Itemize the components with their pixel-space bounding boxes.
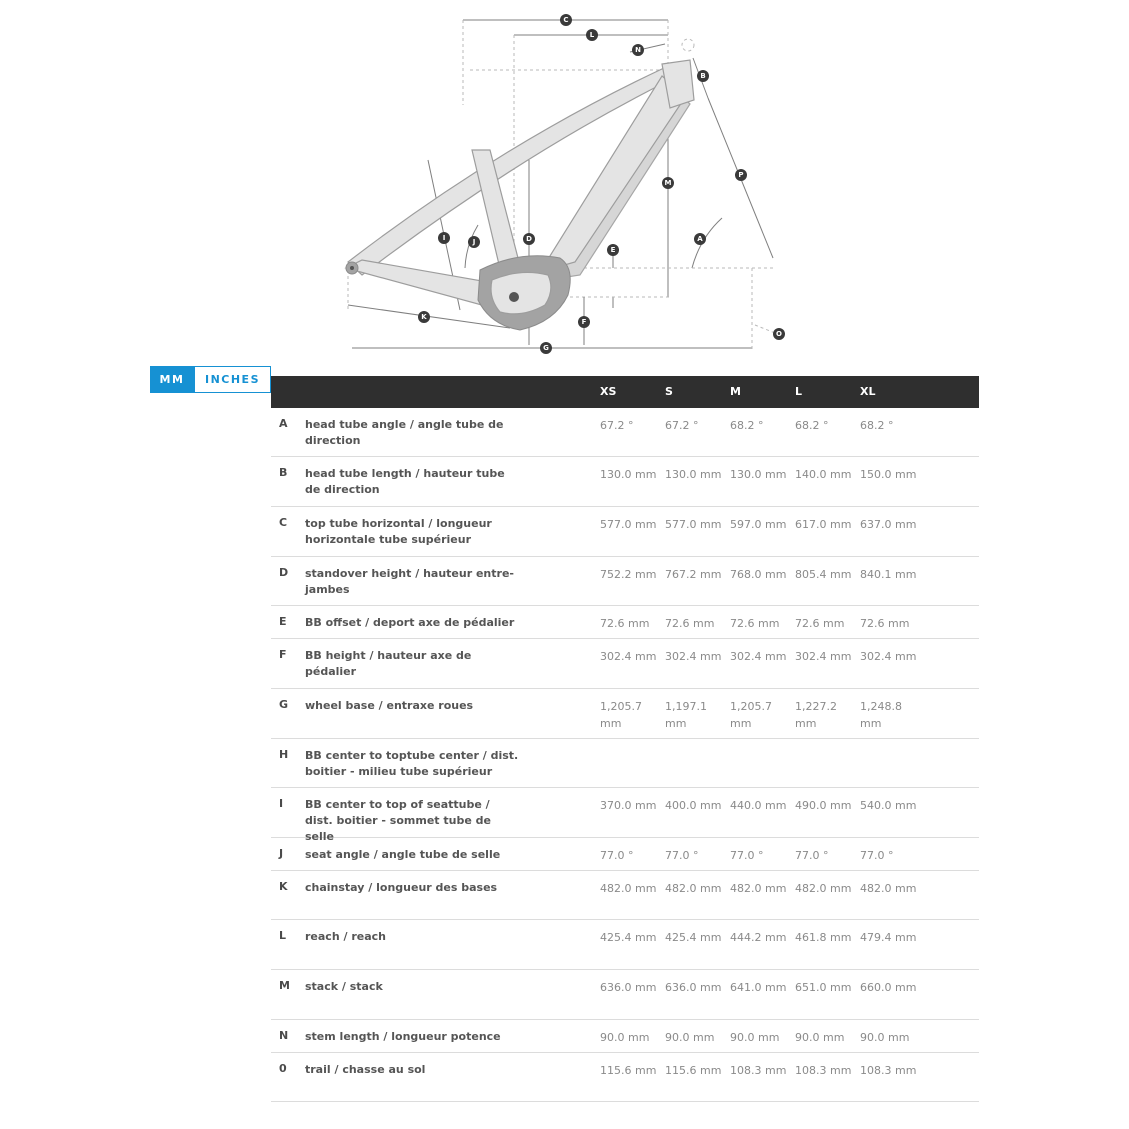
marker-i xyxy=(438,232,450,244)
value-cell-m: 90.0 mm xyxy=(730,1031,780,1044)
value-cell-s: 767.2 mm xyxy=(665,568,722,581)
svg-text:F: F xyxy=(581,318,587,326)
value-cell-m: 77.0 ° xyxy=(730,849,764,862)
table-row xyxy=(271,408,979,457)
marker-n xyxy=(632,44,644,56)
value-cell-xs: 482.0 mm xyxy=(600,882,657,895)
value-cell-xs: 636.0 mm xyxy=(600,981,657,994)
value-cell-l: 90.0 mm xyxy=(795,1031,845,1044)
size-header-s: S xyxy=(665,385,673,398)
value-cell-l: 302.4 mm xyxy=(795,650,852,663)
row-letter: I xyxy=(279,797,284,810)
value-cell-xs: 67.2 ° xyxy=(600,419,634,432)
svg-text:E: E xyxy=(610,246,616,254)
bike-frame xyxy=(346,60,694,330)
value-cell-xs: 115.6 mm xyxy=(600,1064,657,1077)
table-row xyxy=(271,557,979,606)
value-cell-s: 425.4 mm xyxy=(665,931,722,944)
value-cell-l: 77.0 ° xyxy=(795,849,829,862)
value-cell-s: 302.4 mm xyxy=(665,650,722,663)
value-cell-xl: 77.0 ° xyxy=(860,849,894,862)
row-letter: J xyxy=(279,847,284,860)
table-row xyxy=(271,1020,979,1053)
marker-m xyxy=(662,177,674,189)
row-letter: C xyxy=(279,516,288,529)
value-cell-xl: 72.6 mm xyxy=(860,617,910,630)
value-cell-xs: 577.0 mm xyxy=(600,518,657,531)
row-letter: F xyxy=(279,648,287,661)
value-cell-l: 617.0 mm xyxy=(795,518,852,531)
value-cell-m: 641.0 mm xyxy=(730,981,787,994)
row-label: BB height / hauteur axe de pédalier xyxy=(305,649,472,678)
row-letter: B xyxy=(279,466,288,479)
value-cell-l: 68.2 ° xyxy=(795,419,829,432)
table-row xyxy=(271,838,979,871)
marker-f xyxy=(578,316,590,328)
table-row xyxy=(271,606,979,639)
value-cell-xl: 68.2 ° xyxy=(860,419,894,432)
value-cell-xs: 90.0 mm xyxy=(600,1031,650,1044)
value-cell-xs: 72.6 mm xyxy=(600,617,650,630)
table-row xyxy=(271,970,979,1020)
value-cell-xs: 302.4 mm xyxy=(600,650,657,663)
marker-c xyxy=(560,14,572,26)
row-label: stem length / longueur potence xyxy=(305,1030,501,1043)
size-header-m: M xyxy=(730,385,741,398)
svg-text:D: D xyxy=(526,235,532,243)
row-letter: A xyxy=(279,417,288,430)
row-letter: M xyxy=(279,979,290,992)
table-body xyxy=(271,408,979,1102)
row-label: head tube angle / angle tube de direction xyxy=(305,418,504,447)
value-cell-xl: 302.4 mm xyxy=(860,650,917,663)
marker-k xyxy=(418,311,430,323)
value-cell-m: 72.6 mm xyxy=(730,617,780,630)
value-cell-xs: 370.0 mm xyxy=(600,799,657,812)
row-letter: E xyxy=(279,615,287,628)
value-cell-xs: 130.0 mm xyxy=(600,468,657,481)
row-label: BB center to toptube center / dist. boitier - milieu tube supérieur xyxy=(305,749,519,778)
value-cell-xl: 90.0 mm xyxy=(860,1031,910,1044)
marker-b xyxy=(697,70,709,82)
value-cell-xs: 425.4 mm xyxy=(600,931,657,944)
value-cell-xl: 479.4 mm xyxy=(860,931,917,944)
row-label: stack / stack xyxy=(305,980,383,993)
value-cell-l: 72.6 mm xyxy=(795,617,845,630)
svg-text:I: I xyxy=(442,234,446,242)
value-cell-m: 68.2 ° xyxy=(730,419,764,432)
value-cell-s: 67.2 ° xyxy=(665,419,699,432)
table-row xyxy=(271,639,979,689)
value-cell-s: 1,197.1 mm xyxy=(665,700,707,730)
unit-toggle xyxy=(150,366,271,393)
svg-text:A: A xyxy=(697,235,703,243)
value-cell-m: 1,205.7 mm xyxy=(730,700,772,730)
svg-text:K: K xyxy=(421,313,427,321)
value-cell-m: 597.0 mm xyxy=(730,518,787,531)
svg-text:J: J xyxy=(472,238,476,246)
value-cell-s: 90.0 mm xyxy=(665,1031,715,1044)
value-cell-xl: 840.1 mm xyxy=(860,568,917,581)
row-label: BB offset / deport axe de pédalier xyxy=(305,616,515,629)
unit-inches-button[interactable]: INCHES xyxy=(194,366,271,393)
value-cell-xl: 637.0 mm xyxy=(860,518,917,531)
svg-text:C: C xyxy=(563,16,569,24)
value-cell-l: 490.0 mm xyxy=(795,799,852,812)
value-cell-s: 577.0 mm xyxy=(665,518,722,531)
value-cell-s: 636.0 mm xyxy=(665,981,722,994)
value-cell-xl: 660.0 mm xyxy=(860,981,917,994)
value-cell-xl: 108.3 mm xyxy=(860,1064,917,1077)
row-letter: D xyxy=(279,566,289,579)
table-row xyxy=(271,1053,979,1102)
row-label: seat angle / angle tube de selle xyxy=(305,848,501,861)
value-cell-l: 805.4 mm xyxy=(795,568,852,581)
value-cell-m: 130.0 mm xyxy=(730,468,787,481)
marker-l xyxy=(586,29,598,41)
marker-o xyxy=(773,328,785,340)
value-cell-xl: 150.0 mm xyxy=(860,468,917,481)
row-label: head tube length / hauteur tube de direction xyxy=(305,467,505,496)
row-letter: G xyxy=(279,698,289,711)
value-cell-s: 115.6 mm xyxy=(665,1064,722,1077)
table-row xyxy=(271,689,979,739)
svg-text:P: P xyxy=(738,171,744,179)
unit-mm-button[interactable]: MM xyxy=(150,366,194,393)
value-cell-l: 461.8 mm xyxy=(795,931,852,944)
size-header-l: L xyxy=(795,385,803,398)
value-cell-xl: 1,248.8 mm xyxy=(860,700,902,730)
table-row xyxy=(271,507,979,557)
svg-text:N: N xyxy=(635,46,641,54)
value-cell-xl: 482.0 mm xyxy=(860,882,917,895)
value-cell-s: 482.0 mm xyxy=(665,882,722,895)
value-cell-l: 482.0 mm xyxy=(795,882,852,895)
svg-text:O: O xyxy=(776,330,782,338)
row-label: trail / chasse au sol xyxy=(305,1063,426,1076)
value-cell-xs: 77.0 ° xyxy=(600,849,634,862)
table-row xyxy=(271,788,979,843)
svg-text:B: B xyxy=(700,72,706,80)
table-row xyxy=(271,871,979,920)
value-cell-m: 108.3 mm xyxy=(730,1064,787,1077)
svg-text:M: M xyxy=(664,179,672,187)
value-cell-m: 444.2 mm xyxy=(730,931,787,944)
frame-geometry-diagram xyxy=(0,0,1129,360)
row-label: reach / reach xyxy=(305,930,386,943)
table-row xyxy=(271,920,979,970)
row-letter: H xyxy=(279,748,289,761)
row-letter: 0 xyxy=(279,1062,287,1075)
value-cell-m: 482.0 mm xyxy=(730,882,787,895)
value-cell-l: 651.0 mm xyxy=(795,981,852,994)
value-cell-xs: 1,205.7 mm xyxy=(600,700,642,730)
row-label: standover height / hauteur entre-jambes xyxy=(305,567,514,596)
marker-g xyxy=(540,342,552,354)
marker-e xyxy=(607,244,619,256)
size-header-xl: XL xyxy=(860,385,876,398)
value-cell-l: 140.0 mm xyxy=(795,468,852,481)
row-label: BB center to top of seattube / dist. boitier - sommet tube de selle xyxy=(305,798,491,843)
value-cell-m: 768.0 mm xyxy=(730,568,787,581)
row-label: top tube horizontal / longueur horizontale tube supérieur xyxy=(305,517,492,546)
marker-j xyxy=(468,236,480,248)
svg-text:G: G xyxy=(543,344,549,352)
value-cell-s: 130.0 mm xyxy=(665,468,722,481)
value-cell-s: 72.6 mm xyxy=(665,617,715,630)
table-row xyxy=(271,739,979,788)
size-header-xs: XS xyxy=(600,385,617,398)
row-letter: N xyxy=(279,1029,289,1042)
value-cell-l: 1,227.2 mm xyxy=(795,700,837,730)
row-label: wheel base / entraxe roues xyxy=(305,699,474,712)
value-cell-m: 440.0 mm xyxy=(730,799,787,812)
value-cell-l: 108.3 mm xyxy=(795,1064,852,1077)
row-label: chainstay / longueur des bases xyxy=(305,881,498,894)
svg-text:L: L xyxy=(589,31,595,39)
value-cell-xs: 752.2 mm xyxy=(600,568,657,581)
marker-a xyxy=(694,233,706,245)
row-letter: L xyxy=(279,929,287,942)
geometry-table xyxy=(271,376,979,1102)
table-header xyxy=(271,376,979,408)
table-row xyxy=(271,457,979,507)
value-cell-m: 302.4 mm xyxy=(730,650,787,663)
value-cell-s: 400.0 mm xyxy=(665,799,722,812)
marker-p xyxy=(735,169,747,181)
value-cell-s: 77.0 ° xyxy=(665,849,699,862)
value-cell-xl: 540.0 mm xyxy=(860,799,917,812)
row-letter: K xyxy=(279,880,288,893)
marker-d xyxy=(523,233,535,245)
